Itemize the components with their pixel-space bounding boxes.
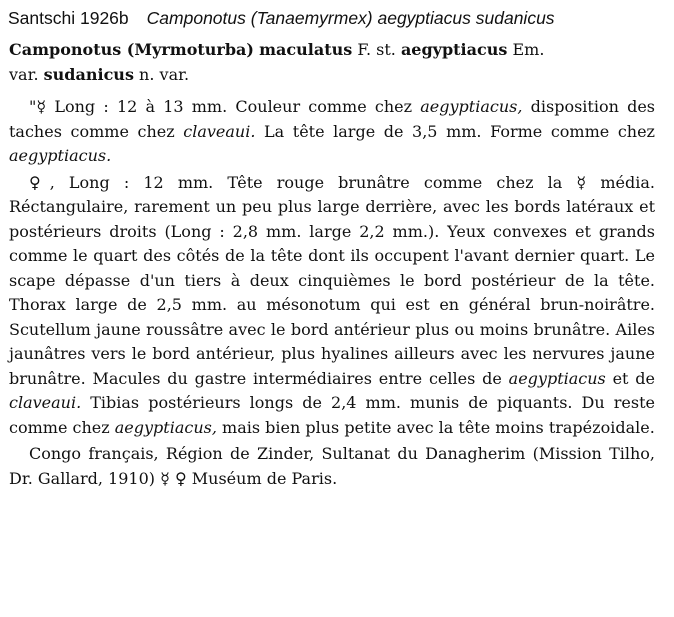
worker-italic-1: aegyptiacus, <box>420 97 523 116</box>
locality-text: Congo français, Région de Zinder, Sultanat du Danagherim (Mission Tilho, Dr. Gallard, 1910) ☿ ♀ Muséum de Paris. <box>9 444 655 488</box>
title-new-var: n. var. <box>139 64 190 84</box>
title-variety: sudanicus <box>43 64 134 84</box>
female-text-4: mais bien plus petite avec la tête moins trapézoidale. <box>216 417 655 437</box>
worker-text-1: "☿ Long : 12 à 13 mm. Couleur comme chez <box>29 97 421 116</box>
title-var-prefix: var. <box>9 64 39 84</box>
title-genus: Camponotus (Myrmoturba) <box>9 40 254 59</box>
female-text-2: et de <box>605 368 656 388</box>
female-italic-2: claveaui. <box>9 393 82 412</box>
worker-text-3: La tête large de 3,5 mm. Forme comme chez <box>255 121 655 141</box>
title-author: F. st. <box>357 40 396 59</box>
citation-reference: Santschi 1926b <box>8 8 129 28</box>
title-subspecies: aegyptiacus <box>400 40 508 59</box>
female-description <box>9 171 655 441</box>
locality-paragraph <box>9 442 655 491</box>
worker-description <box>9 95 655 169</box>
description-body <box>9 38 655 491</box>
species-title <box>9 38 655 87</box>
title-species: maculatus <box>259 40 353 59</box>
female-text-3: Tibias postérieurs longs de 2,4 mm. munis de piquants. Du reste comme chez <box>9 393 655 437</box>
citation-header <box>8 6 668 30</box>
female-italic-1: aegyptiacus <box>508 368 606 388</box>
worker-italic-3: aegyptiacus. <box>9 146 112 165</box>
worker-text-2: disposition des taches comme chez <box>9 97 655 141</box>
title-subspecies-author: Em. <box>512 40 545 59</box>
taxon-name: Camponotus (Tanaemyrmex) aegyptiacus sudanicus <box>146 8 555 28</box>
worker-italic-2: claveaui. <box>183 121 256 141</box>
female-text-1: ♀, Long : 12 mm. Tête rouge brunâtre comme chez la ☿ média. Réctangulaire, rarement un peu plus large derrière, avec les bords latéraux et postérieurs droits (Long : 2,8 mm. large 2,2 mm.). Yeux convexes et grands comme le quart des côtés de la tête dont ils occupent l'avant dernier quart. Le scape dépasse d'un tiers à deux cinquièmes le bord postérieur de la tête. Thorax large de 2,5 mm. au mésonotum qui est en général brun-noirâtre. Scutellum jaune roussâtre avec le bord antérieur plus ou moins brunâtre. Ailes jaunâtres vers le bord antérieur, plus hyalines ailleurs avec les nervures jaune brunâtre. Macules du gastre intermédiaires entre celles de <box>9 172 655 388</box>
female-italic-3: aegyptiacus, <box>114 417 217 437</box>
